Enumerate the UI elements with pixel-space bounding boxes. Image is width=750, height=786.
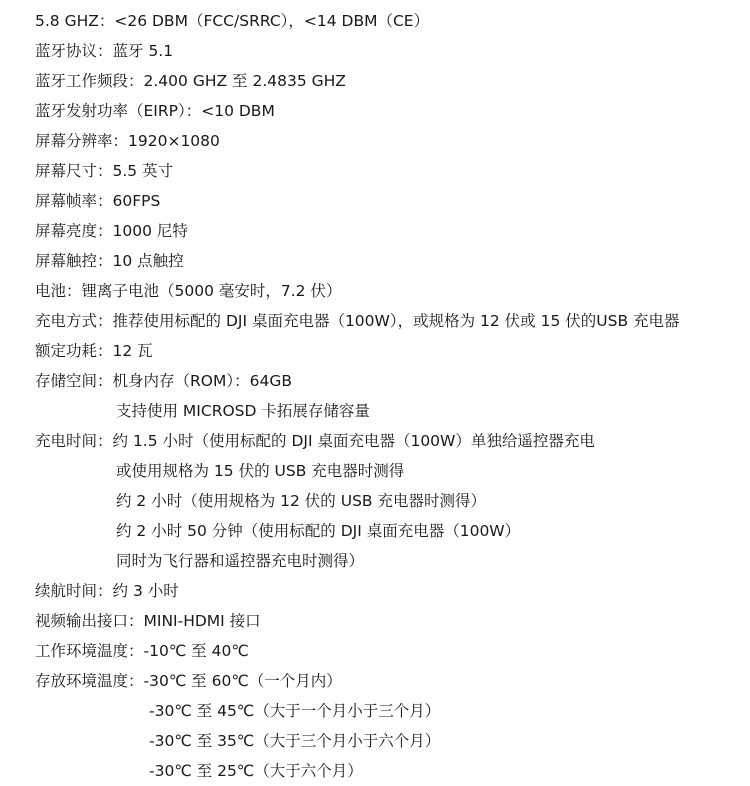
- spec-label: 存放环境温度：: [35, 672, 144, 690]
- spec-value: 60FPS: [112, 192, 161, 210]
- spec-label: 屏幕分辨率：: [35, 132, 129, 150]
- spec-label: 续航时间：: [35, 582, 113, 600]
- spec-label: 蓝牙协议：: [35, 42, 113, 60]
- spec-label: 视频输出接口：: [35, 612, 144, 630]
- spec-value: -30℃ 至 45℃（大于一个月小于三个月）: [149, 702, 441, 720]
- spec-value: 锂离子电池（5000 毫安时，7.2 伏）: [81, 282, 342, 300]
- spec-line-charging-time-cont: [116, 546, 740, 576]
- spec-value: 或使用规格为 15 伏的 USB 充电器时测得: [116, 462, 405, 480]
- spec-line-screen-size: [35, 156, 740, 186]
- spec-line-storage-cont: [116, 396, 740, 426]
- spec-line-video-output: [35, 606, 740, 636]
- spec-line-charging-method: [35, 306, 740, 336]
- spec-line-wifi-power: [35, 6, 740, 36]
- spec-line-battery: [35, 276, 740, 306]
- spec-line-storage-temp-cont: [149, 696, 740, 726]
- spec-value: -30℃ 至 35℃（大于三个月小于六个月）: [149, 732, 441, 750]
- spec-value: 推荐使用标配的 DJI 桌面充电器（100W），或规格为 12 伏或 15 伏的USB 充电器: [112, 312, 680, 330]
- spec-label: 蓝牙发射功率（EIRP）：: [35, 102, 202, 120]
- spec-line-bluetooth-power: [35, 96, 740, 126]
- spec-value: -10℃ 至 40℃: [143, 642, 249, 660]
- spec-label: 充电时间：: [35, 432, 113, 450]
- spec-line-charging-time-cont: [116, 456, 740, 486]
- spec-label: 屏幕亮度：: [35, 222, 113, 240]
- spec-value: 约 2 小时 50 分钟（使用标配的 DJI 桌面充电器（100W）: [116, 522, 521, 540]
- spec-value: 同时为飞行器和遥控器充电时测得）: [116, 552, 365, 570]
- spec-value: 支持使用 MICROSD 卡拓展存储容量: [116, 402, 370, 420]
- spec-value: 2.400 GHZ 至 2.4835 GHZ: [143, 72, 346, 90]
- spec-value: 1920×1080: [128, 132, 220, 150]
- spec-line-storage-temp: [35, 666, 740, 696]
- spec-label: 蓝牙工作频段：: [35, 72, 144, 90]
- spec-label: 额定功耗：: [35, 342, 113, 360]
- spec-label: 工作环境温度：: [35, 642, 144, 660]
- spec-line-charging-time-cont: [116, 486, 740, 516]
- spec-value: 10 点触控: [112, 252, 184, 270]
- spec-line-endurance: [35, 576, 740, 606]
- spec-line-storage-temp-cont: [149, 726, 740, 756]
- spec-value: 约 3 小时: [112, 582, 179, 600]
- spec-value: <10 DBM: [201, 102, 275, 120]
- spec-line-storage-temp-cont: [149, 756, 740, 786]
- spec-line-bluetooth-protocol: [35, 36, 740, 66]
- spec-line-bluetooth-band: [35, 66, 740, 96]
- spec-value: -30℃ 至 25℃（大于六个月）: [149, 762, 363, 780]
- spec-value: 1000 尼特: [112, 222, 188, 240]
- spec-value: -30℃ 至 60℃（一个月内）: [143, 672, 342, 690]
- spec-value: 5.5 英寸: [112, 162, 174, 180]
- spec-value: 机身内存（ROM）：64GB: [112, 372, 292, 390]
- spec-label: 存储空间：: [35, 372, 113, 390]
- spec-value: 约 2 小时（使用规格为 12 伏的 USB 充电器时测得）: [116, 492, 486, 510]
- spec-label: 屏幕尺寸：: [35, 162, 113, 180]
- spec-label: 屏幕触控：: [35, 252, 113, 270]
- spec-line-charging-time: [35, 426, 740, 456]
- spec-value: MINI-HDMI 接口: [143, 612, 261, 630]
- spec-line-screen-touch: [35, 246, 740, 276]
- spec-label: 电池：: [35, 282, 82, 300]
- spec-label: 屏幕帧率：: [35, 192, 113, 210]
- spec-line-screen-brightness: [35, 216, 740, 246]
- spec-label: 充电方式：: [35, 312, 113, 330]
- spec-value: 约 1.5 小时（使用标配的 DJI 桌面充电器（100W）单独给遥控器充电: [112, 432, 595, 450]
- spec-value: 12 瓦: [112, 342, 153, 360]
- spec-line-rated-power: [35, 336, 740, 366]
- spec-value: 蓝牙 5.1: [112, 42, 174, 60]
- spec-line-charging-time-cont: [116, 516, 740, 546]
- spec-line-screen-resolution: [35, 126, 740, 156]
- spec-line-storage: [35, 366, 740, 396]
- spec-line-screen-framerate: [35, 186, 740, 216]
- spec-value: 5.8 GHZ：<26 DBM（FCC/SRRC），<14 DBM（CE）: [35, 12, 430, 30]
- spec-line-operating-temp: [35, 636, 740, 666]
